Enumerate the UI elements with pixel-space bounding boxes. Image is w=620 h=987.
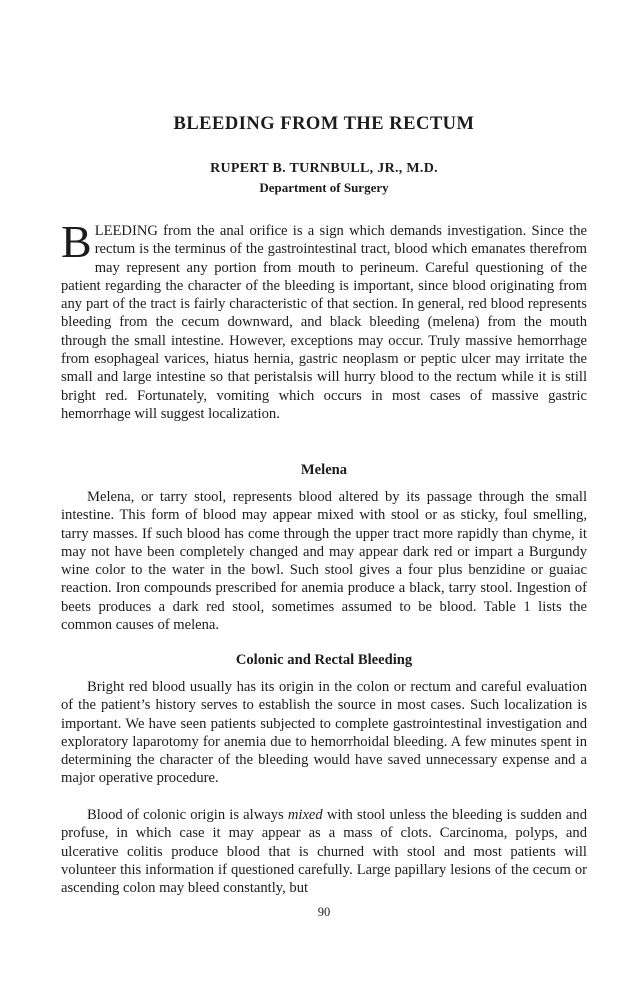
colonic-paragraph-1: Bright red blood usually has its origin in the colon or rectum and careful evaluation of the patient’s history serves to establish the source in most cases. Such localization is important. We have seen patients subjected to complete gastrointestinal investigation and exploratory laparotomy for anemia due to hemorrhoidal bleeding. A few minutes spent in determining the character of the bleeding would have saved unnecessary expense and a major operative procedure. (61, 679, 587, 787)
page-number: 90 (317, 905, 331, 919)
colonic-paragraph-2-end: with stool unless the bleeding is sudden and profuse, in which case it may appear as a mass of clots. Carcinoma, polyps, and ulcerative colitis produce blood that is churned with stool and most patients will volunteer this information if questioned carefully. Large papillary lesions of the cecum or ascending colon may bleed constantly, but (61, 807, 587, 897)
intro-text: LEEDING from the anal orifice is a sign which demands investigation. Since the rectum is the terminus of the gastrointestinal tract, blood which emanates therefrom may represent any portion from mouth to perineum. Careful questioning of the patient regarding the character of the bleeding is important, since blood originating from any part of the tract is fairly characteristic of that section. In general, red blood represents bleeding from the cecum downward, and black bleeding (melena) from the mouth through the small intestine. However, exceptions may occur. Truly massive hemorrhage from esophageal varices, hiatus hernia, gastric neoplasm or peptic ulcer may irritate the small and large intestine so that peristalsis will hurry blood to the rectum while it is still bright red. Fortunately, vomiting which occurs in most cases of massive gastric hemorrhage will suggest localization. (61, 223, 587, 422)
colonic-paragraph-2 (61, 806, 587, 897)
article-author: RUPERT B. TURNBULL, JR., M.D. (210, 161, 438, 176)
emphasized-word: mixed (287, 807, 323, 823)
colonic-paragraph-2-start: Blood of colonic origin is always (87, 807, 288, 823)
section-heading-colonic-rectal-bleeding: Colonic and Rectal Bleeding (235, 652, 413, 668)
drop-cap: B (61, 216, 92, 267)
article-title: BLEEDING FROM THE RECTUM (173, 114, 475, 134)
melena-paragraph: Melena, or tarry stool, represents blood altered by its passage through the small intestine. This form of blood may appear mixed with stool or as sticky, foul smelling, tarry masses. If such blood has come through the upper tract more rapidly than chyme, it may not have been completely changed and may appear dark red or impart a Burgundy wine color to the water in the bowl. Such stool gives a four plus benzidine or guaiac reaction. Iron compounds prescribed for anemia produce a black, tarry stool. Ingestion of beets produces a dark red stool, sometimes assumed to be blood. Table 1 lists the common causes of melena. (61, 489, 587, 634)
section-heading-melena: Melena (300, 462, 348, 478)
intro-paragraph (61, 216, 587, 423)
author-department: Department of Surgery (259, 180, 389, 195)
